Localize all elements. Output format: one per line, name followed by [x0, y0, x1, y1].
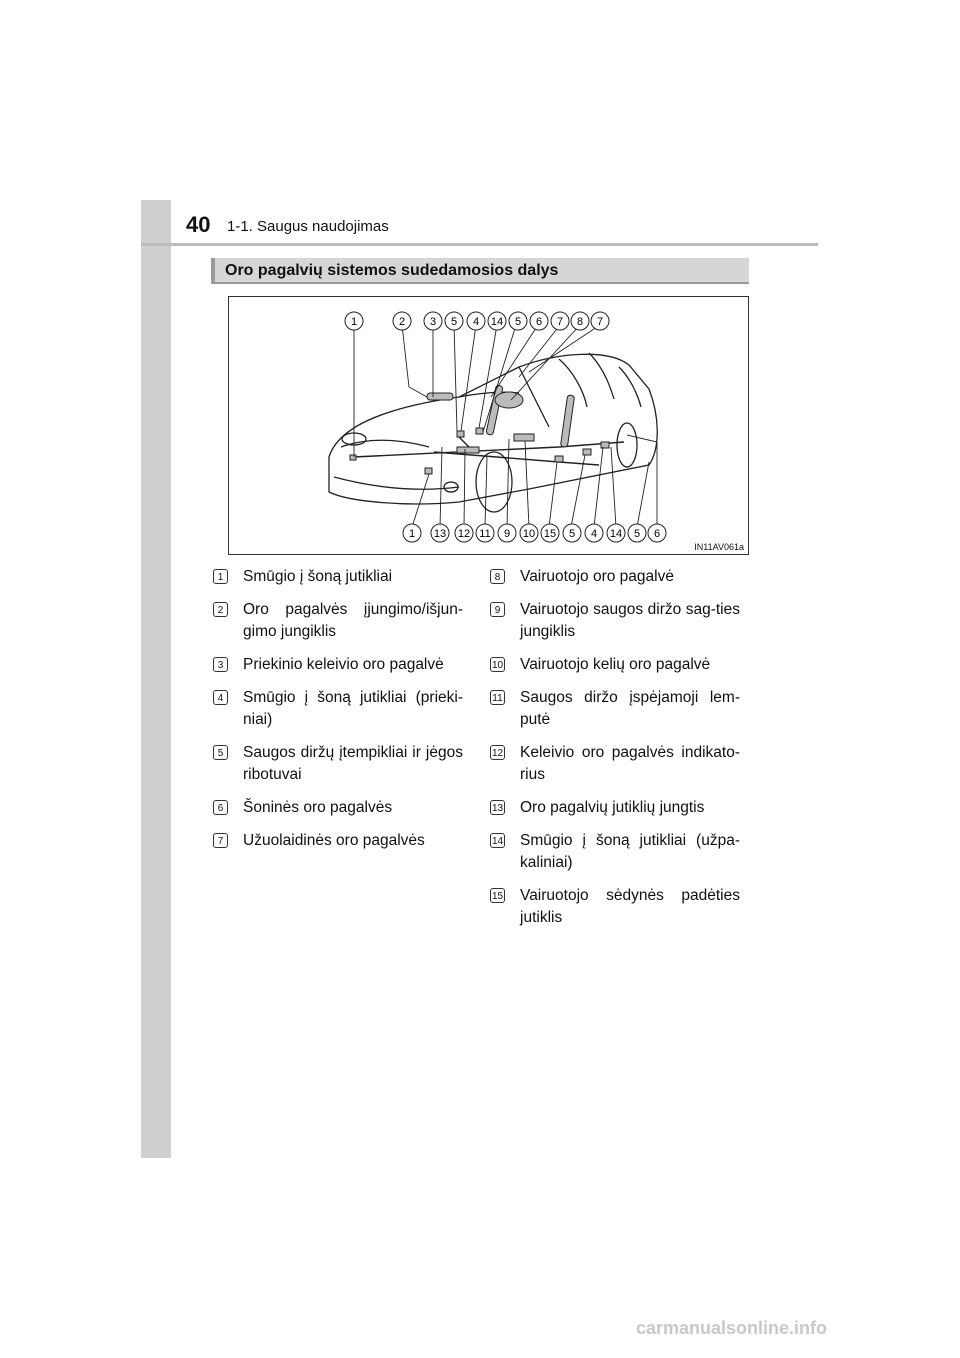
legend-item — [213, 654, 463, 676]
callout-top-9: 7 — [556, 316, 564, 328]
legend-number: 14 — [490, 833, 505, 848]
section-heading — [211, 258, 749, 284]
bottom-callouts — [403, 524, 666, 542]
page-number: 40 — [186, 212, 211, 237]
legend-number: 13 — [490, 800, 505, 815]
legend-text: Saugos diržo įspėjamoji lem-putė — [520, 689, 740, 728]
legend-number: 3 — [213, 657, 228, 672]
legend-text: Oro pagalvės įjungimo/išjun-gimo jungiklis — [243, 601, 463, 640]
callout-top-3: 3 — [429, 316, 437, 328]
callout-bottom-10: 14 — [609, 528, 623, 540]
legend-number: 12 — [490, 745, 505, 760]
callout-bottom-6: 10 — [522, 528, 536, 540]
legend-text: Smūgio į šoną jutikliai — [243, 568, 393, 585]
legend-item — [213, 797, 463, 819]
legend-text: Vairuotojo sėdynės padėties jutiklis — [520, 887, 740, 926]
legend-item — [490, 566, 740, 588]
legend-text: Vairuotojo oro pagalvė — [520, 568, 674, 585]
legend-text: Keleivio oro pagalvės indikato-rius — [520, 744, 740, 783]
legend-text: Užuolaidinės oro pagalvės — [243, 832, 425, 849]
leader-lines — [354, 325, 657, 527]
legend-item — [213, 687, 463, 731]
legend-right-column — [490, 566, 740, 940]
page-side-tab — [141, 200, 171, 1158]
legend-text: Smūgio į šoną jutikliai (užpa-kaliniai) — [520, 832, 740, 871]
legend-text: Oro pagalvių jutiklių jungtis — [520, 799, 705, 816]
legend-text: Šoninės oro pagalvės — [243, 799, 393, 816]
callout-top-2: 2 — [398, 316, 406, 328]
legend-number: 8 — [490, 569, 505, 584]
legend-number: 15 — [490, 888, 505, 903]
callout-top-1: 1 — [350, 316, 358, 328]
legend-number: 2 — [213, 602, 228, 617]
legend-item — [490, 797, 740, 819]
legend-item — [490, 885, 740, 929]
legend-number: 5 — [213, 745, 228, 760]
callout-bottom-3: 12 — [457, 528, 471, 540]
legend-text: Vairuotojo saugos diržo sag-ties jungiklis — [520, 601, 740, 640]
callout-top-8: 6 — [535, 316, 543, 328]
callout-bottom-4: 11 — [479, 528, 491, 540]
legend-number: 11 — [490, 690, 505, 705]
callout-top-6: 14 — [490, 316, 504, 328]
legend-number: 9 — [490, 602, 505, 617]
legend-item — [490, 654, 740, 676]
legend-text: Saugos diržų įtempikliai ir jėgos ribotuvai — [243, 744, 463, 783]
top-callouts — [345, 312, 609, 330]
legend-item — [490, 599, 740, 643]
callout-bottom-11: 5 — [633, 528, 641, 540]
section-title-text: Oro pagalvių sistemos sudedamosios dalys — [225, 262, 559, 279]
callout-bottom-9: 4 — [590, 528, 598, 540]
callout-top-10: 8 — [576, 316, 584, 328]
legend-item — [213, 566, 463, 588]
legend-number: 4 — [213, 690, 228, 705]
header-divider — [141, 243, 818, 246]
callout-bottom-7: 15 — [543, 528, 557, 540]
airbag-components-figure — [228, 296, 749, 555]
legend-item — [213, 830, 463, 852]
airbag-components — [350, 385, 609, 474]
callout-bottom-1: 1 — [408, 528, 416, 540]
callout-top-11: 7 — [596, 316, 604, 328]
legend-item — [213, 599, 463, 643]
callout-bottom-12: 6 — [653, 528, 661, 540]
callout-bottom-5: 9 — [503, 528, 511, 540]
legend-item — [213, 742, 463, 786]
car-illustration — [229, 297, 749, 555]
legend-left-column — [213, 566, 463, 863]
chapter-title: 1-1. Saugus naudojimas — [227, 218, 389, 235]
legend-number: 1 — [213, 569, 228, 584]
watermark: carmanualsonline.info — [636, 1318, 828, 1338]
legend-item — [490, 742, 740, 786]
legend-item — [490, 687, 740, 731]
legend-text: Smūgio į šoną jutikliai (prieki-niai) — [243, 689, 463, 728]
callout-bottom-8: 5 — [568, 528, 576, 540]
legend-item — [490, 830, 740, 874]
legend-number: 10 — [490, 657, 505, 672]
legend-text: Vairuotojo kelių oro pagalvė — [520, 656, 711, 673]
legend-text: Priekinio keleivio oro pagalvė — [243, 656, 444, 673]
figure-code: IN11AV061a — [694, 542, 744, 552]
callout-top-7: 5 — [514, 316, 522, 328]
callout-top-5: 4 — [472, 316, 480, 328]
legend-number: 6 — [213, 800, 228, 815]
callout-bottom-2: 13 — [433, 528, 447, 540]
callout-top-4: 5 — [450, 316, 458, 328]
legend-number: 7 — [213, 833, 228, 848]
